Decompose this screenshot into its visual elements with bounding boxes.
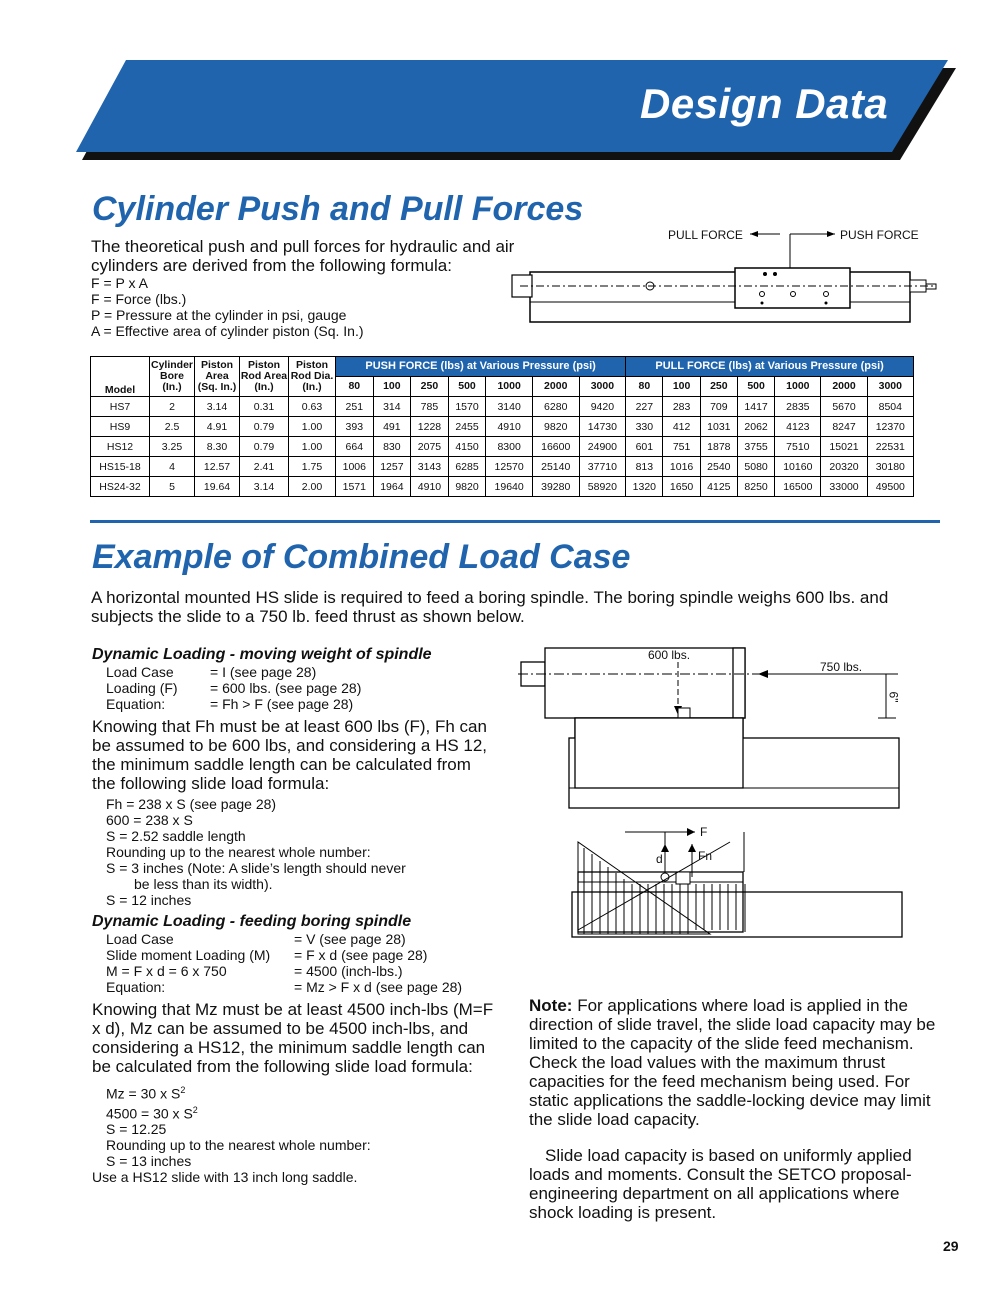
distance-d-label: d — [656, 852, 663, 866]
calc-line: Fh = 238 x S (see page 28) — [106, 796, 277, 812]
dyn2-item-val: = F x d (see page 28) — [294, 947, 428, 963]
table-cell: 1228 — [411, 417, 449, 437]
forces-intro: The theoretical push and pull forces for hydraulic and air cylinders are derived from the following formula: — [91, 237, 515, 275]
table-cell: 751 — [663, 437, 700, 457]
calc-line: Mz = 30 x $S^2$ — [106, 1085, 186, 1102]
table-cell: 2540 — [700, 457, 737, 477]
pressure-header: 1000 — [486, 377, 533, 397]
table-cell: 2.5 — [150, 417, 195, 437]
table-cell: 8300 — [486, 437, 533, 457]
table-cell: 601 — [626, 437, 663, 457]
table-cell: 3.14 — [240, 477, 289, 497]
table-cell: 20320 — [821, 457, 867, 477]
table-cell: 283 — [663, 397, 700, 417]
table-cell: 1878 — [700, 437, 737, 457]
conclusion: Use a HS12 slide with 13 inch long saddle. — [92, 1169, 358, 1186]
dyn2-item-key: M = F x d = 6 x 750 — [106, 963, 227, 979]
table-cell: 0.79 — [240, 417, 289, 437]
table-cell: 1016 — [663, 457, 700, 477]
table-cell: 1031 — [700, 417, 737, 437]
push-force-label: PUSH FORCE — [840, 228, 919, 242]
table-cell: 2835 — [775, 397, 821, 417]
table-cell: 393 — [336, 417, 374, 437]
pressure-header: 500 — [448, 377, 486, 397]
force-fn-label: Fn — [698, 849, 713, 863]
table-cell: 2 — [150, 397, 195, 417]
table-cell: 49500 — [867, 477, 913, 497]
dyn1-item-val: = Fh > F (see page 28) — [210, 696, 354, 712]
pressure-header: 80 — [626, 377, 663, 397]
pressure-header: 80 — [336, 377, 374, 397]
dyn1-item-val: = I (see page 28) — [210, 664, 317, 680]
pull-force-header: PULL FORCE (lbs) at Various Pressure (psi) — [626, 357, 914, 377]
table-cell: 37710 — [579, 457, 626, 477]
table-cell: 1.75 — [289, 457, 336, 477]
formula-line: F = Force (lbs.) — [91, 291, 187, 307]
table-cell: HS7 — [91, 397, 150, 417]
formula-line: F = P x A — [91, 275, 148, 291]
table-cell: 330 — [626, 417, 663, 437]
table-cell: 33000 — [821, 477, 867, 497]
table-cell: 2062 — [737, 417, 774, 437]
table-cell: 15021 — [821, 437, 867, 457]
table-cell: 9820 — [532, 417, 579, 437]
note2-text: Slide load capacity is based on uniformly applied loads and moments. Consult the SETCO proposal-engineering department on all applications where shock loading is present. — [529, 1146, 912, 1222]
dyn2-calc — [106, 1082, 502, 1169]
calc-line: S = 13 inches — [106, 1153, 192, 1170]
table-cell: 4125 — [700, 477, 737, 497]
section-heading-forces: Cylinder Push and Pull Forces — [92, 190, 584, 228]
table-cell: 14730 — [579, 417, 626, 437]
table-cell: 4 — [150, 457, 195, 477]
dyn2-item-key: Slide moment Loading (M) — [106, 947, 271, 963]
table-cell: 2.00 — [289, 477, 336, 497]
formula-line: A = Effective area of cylinder piston (Sq. In.) — [91, 323, 364, 339]
pressure-header: 3000 — [579, 377, 626, 397]
dyn1-item-key: Loading (F) — [106, 680, 178, 696]
table-cell: 16500 — [775, 477, 821, 497]
table-row — [91, 397, 914, 417]
note-block — [529, 996, 939, 1129]
load-case-intro: A horizontal mounted HS slide is required to feed a boring spindle. The boring spindle weighs 600 lbs. and subjects the slide to a 750 lb. feed thrust as shown below. — [91, 588, 889, 626]
pressure-header: 1000 — [775, 377, 821, 397]
dyn1-title: Dynamic Loading - moving weight of spindle — [92, 646, 432, 663]
dyn2-para: Knowing that Mz must be at least 4500 inch-lbs (M=F x d), Mz can be assumed to be 4500 inch-lbs, and considering a HS12, the minimum saddle length can be calculated from the following slide load formula: — [92, 1000, 494, 1076]
page-title: Design Data — [640, 80, 889, 127]
calc-line: be less than its width). — [134, 876, 273, 892]
table-cell: 12.57 — [195, 457, 240, 477]
table-cell: 3.25 — [150, 437, 195, 457]
calc-line: 4500 = 30 x $S^2$ — [106, 1104, 198, 1122]
table-cell: 412 — [663, 417, 700, 437]
table-cell: 10160 — [775, 457, 821, 477]
pressure-header: 250 — [700, 377, 737, 397]
table-cell: 251 — [336, 397, 374, 417]
table-cell: 8504 — [867, 397, 913, 417]
dyn1-para: Knowing that Fh must be at least 600 lbs (F), Fh can be assumed to be 600 lbs, and considering a HS 12, the minimum saddle length can be calculated from the following slide load formula: — [92, 717, 488, 793]
calc-line: S = 2.52 saddle length — [106, 828, 246, 844]
table-cell: 830 — [373, 437, 411, 457]
table-cell: 1320 — [626, 477, 663, 497]
calc-line: S = 12 inches — [106, 892, 192, 908]
table-cell: 8.30 — [195, 437, 240, 457]
pressure-header: 100 — [663, 377, 700, 397]
dyn1-item-key: Load Case — [106, 664, 174, 680]
calc-line: S = 12.25 — [106, 1121, 167, 1138]
table-cell: HS12 — [91, 437, 150, 457]
table-cell: 4.91 — [195, 417, 240, 437]
thrust-label: 750 lbs. — [820, 660, 863, 674]
table-cell: 314 — [373, 397, 411, 417]
dyn2-item-key: Equation: — [106, 979, 166, 995]
table-cell: 5080 — [737, 457, 774, 477]
table-cell: 3140 — [486, 397, 533, 417]
table-cell: 6280 — [532, 397, 579, 417]
pressure-header: 2000 — [532, 377, 579, 397]
col-bore: Cylinder Bore (In.) — [150, 357, 195, 397]
pressure-header: 500 — [737, 377, 774, 397]
table-cell: 2.41 — [240, 457, 289, 477]
table-cell: 709 — [700, 397, 737, 417]
table-cell: HS15-18 — [91, 457, 150, 477]
pressure-header: 100 — [373, 377, 411, 397]
table-cell: 227 — [626, 397, 663, 417]
table-cell: 1.00 — [289, 417, 336, 437]
table-cell: 6285 — [448, 457, 486, 477]
dyn2-item-key: Load Case — [106, 931, 174, 947]
dyn1-items — [106, 664, 502, 712]
table-cell: 1006 — [336, 457, 374, 477]
table-cell: 4910 — [411, 477, 449, 497]
section-divider — [90, 520, 940, 523]
table-cell: 3143 — [411, 457, 449, 477]
table-cell: 4910 — [486, 417, 533, 437]
calc-line: S = 3 inches (Note: A slide’s length should never — [106, 860, 406, 876]
table-cell: 813 — [626, 457, 663, 477]
table-cell: 19640 — [486, 477, 533, 497]
force-f-label: F — [700, 825, 708, 839]
formula-line: P = Pressure at the cylinder in psi, gauge — [91, 307, 347, 323]
table-cell: 16600 — [532, 437, 579, 457]
note-label: Note: — [529, 996, 573, 1015]
table-cell: 8250 — [737, 477, 774, 497]
col-rod-area: Piston Rod Area (In.) — [240, 357, 289, 397]
table-cell: 1417 — [737, 397, 774, 417]
table-cell: 2455 — [448, 417, 486, 437]
col-rod-dia: Piston Rod Dia. (In.) — [289, 357, 336, 397]
dyn1-calc — [106, 796, 502, 908]
table-row — [91, 477, 914, 497]
table-cell: 3.14 — [195, 397, 240, 417]
table-cell: 1.00 — [289, 437, 336, 457]
pressure-header: 3000 — [867, 377, 913, 397]
dyn1-item-val: = 600 lbs. (see page 28) — [210, 680, 362, 696]
table-cell: 2075 — [411, 437, 449, 457]
table-cell: 491 — [373, 417, 411, 437]
table-cell: 1257 — [373, 457, 411, 477]
dyn2-title: Dynamic Loading - feeding boring spindle — [92, 913, 412, 930]
table-cell: 0.63 — [289, 397, 336, 417]
note-text: For applications where load is applied in the direction of slide travel, the slide load capacity may be limited to the capacity of the slide feed mechanism. Check the load values with the maximum thrust capacities for the feed mechanism being used. For static applications the saddle-locking device may limit the slide load capacity. — [529, 996, 936, 1129]
table-cell: 24900 — [579, 437, 626, 457]
table-cell: 12370 — [867, 417, 913, 437]
table-cell: 9420 — [579, 397, 626, 417]
table-cell: 5 — [150, 477, 195, 497]
col-area: Piston Area (Sq. In.) — [195, 357, 240, 397]
table-cell: 4123 — [775, 417, 821, 437]
table-cell: 5670 — [821, 397, 867, 417]
dyn1-item-key: Equation: — [106, 696, 166, 712]
dyn2-items — [106, 931, 502, 995]
weight-label: 600 lbs. — [648, 648, 691, 662]
table-row — [91, 437, 914, 457]
dyn2-item-val: = Mz > F x d (see page 28) — [294, 979, 463, 995]
table-cell: 19.64 — [195, 477, 240, 497]
table-cell: 39280 — [532, 477, 579, 497]
formula-list — [91, 275, 364, 339]
table-cell: 12570 — [486, 457, 533, 477]
forces-table — [90, 356, 914, 497]
table-cell: 4150 — [448, 437, 486, 457]
table-cell: 664 — [336, 437, 374, 457]
push-force-header: PUSH FORCE (lbs) at Various Pressure (psi) — [336, 357, 626, 377]
table-cell: 30180 — [867, 457, 913, 477]
table-cell: 1650 — [663, 477, 700, 497]
section-heading-load-case: Example of Combined Load Case — [92, 538, 631, 576]
table-cell: 7510 — [775, 437, 821, 457]
table-cell: 0.79 — [240, 437, 289, 457]
page-number: 29 — [943, 1238, 959, 1254]
table-row — [91, 417, 914, 437]
table-cell: 3755 — [737, 437, 774, 457]
table-cell: 0.31 — [240, 397, 289, 417]
table-cell: 58920 — [579, 477, 626, 497]
pull-force-label: PULL FORCE — [668, 228, 743, 242]
table-cell: HS24-32 — [91, 477, 150, 497]
dimension-label: 6" — [886, 691, 901, 703]
table-cell: 785 — [411, 397, 449, 417]
pressure-header: 250 — [411, 377, 449, 397]
dyn2-item-val: = V (see page 28) — [294, 931, 406, 947]
table-cell: 9820 — [448, 477, 486, 497]
calc-line: Rounding up to the nearest whole number: — [106, 1137, 371, 1154]
table-cell: 22531 — [867, 437, 913, 457]
table-row — [91, 457, 914, 477]
moment-diagram-figure — [570, 822, 930, 947]
table-cell: 1571 — [336, 477, 374, 497]
calc-line: 600 = 238 x S — [106, 812, 193, 828]
table-cell: 1964 — [373, 477, 411, 497]
table-cell: 25140 — [532, 457, 579, 477]
pressure-header: 2000 — [821, 377, 867, 397]
table-cell: 8247 — [821, 417, 867, 437]
table-cell: HS9 — [91, 417, 150, 437]
dyn2-item-val: = 4500 (inch-lbs.) — [294, 963, 403, 979]
table-cell: 1570 — [448, 397, 486, 417]
col-model: Model — [91, 357, 150, 397]
calc-line: Rounding up to the nearest whole number: — [106, 844, 371, 860]
